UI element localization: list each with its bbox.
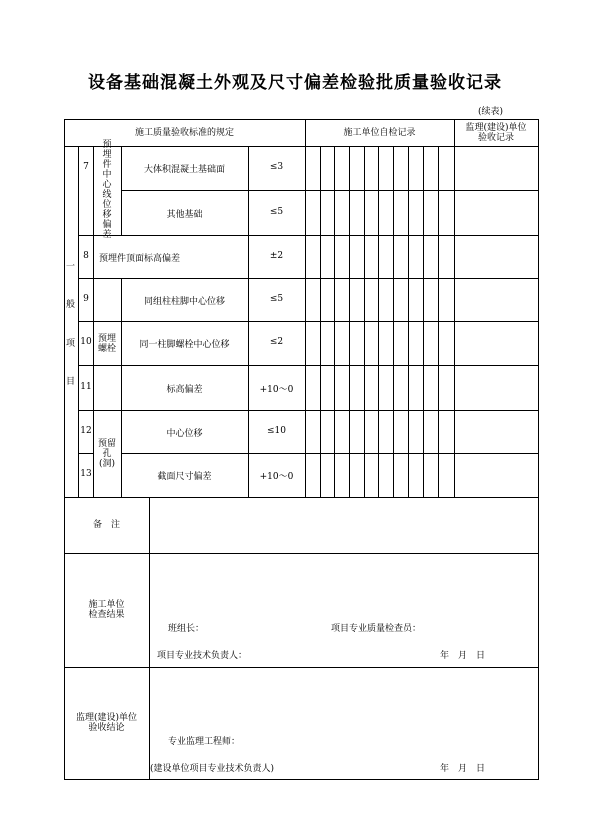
grid-line xyxy=(538,119,539,780)
row-item: 中心位移 xyxy=(166,428,203,439)
group-7-label xyxy=(93,140,121,240)
group-9-label xyxy=(93,278,121,410)
grid-line xyxy=(378,146,379,498)
grid-line xyxy=(364,146,365,498)
supervising-engineer-label: 专业监理工程师： xyxy=(168,737,241,747)
grid-line xyxy=(78,278,539,279)
row-number: 13 xyxy=(80,469,92,479)
row-item: 其他基础 xyxy=(166,209,203,220)
owner-tech-lead-label: (建设单位项目专业技术负责人) xyxy=(150,764,275,774)
row-tolerance: ≤10 xyxy=(267,425,286,436)
grid-line xyxy=(78,365,94,366)
grid-line xyxy=(149,497,150,780)
row-item: 同组柱柱脚中心位移 xyxy=(143,296,225,307)
grid-line xyxy=(64,779,539,780)
grid-line xyxy=(349,146,350,498)
construction-label-2: 检查结果 xyxy=(88,610,125,620)
row-number: 11 xyxy=(80,381,92,392)
qc-inspector-label: 项目专业质量检查员： xyxy=(331,624,422,634)
supervision-date: 年 月 日 xyxy=(440,764,486,774)
row-number: 7 xyxy=(83,162,89,172)
supervision-label-1: 监理(建设)单位 xyxy=(75,713,138,723)
header-self-check: 施工单位自检记录 xyxy=(343,127,416,138)
grid-line xyxy=(121,453,539,454)
row-item: 标高偏差 xyxy=(166,384,203,395)
row-tolerance: ≤2 xyxy=(269,337,284,347)
header-supervisor-line2: 验收记录 xyxy=(477,132,514,143)
category-char-1: 一 xyxy=(66,262,76,272)
row-item: 大体积混凝土基础面 xyxy=(143,165,225,175)
row-number: 10 xyxy=(80,337,92,347)
grid-line xyxy=(305,119,306,498)
row-tolerance: ≤3 xyxy=(269,162,284,172)
grid-line xyxy=(248,146,249,498)
group-7-text: 预埋件中心线位移偏差 xyxy=(102,140,112,240)
header-supervisor-line1: 监理(建设)单位 xyxy=(465,122,527,133)
grid-line xyxy=(78,453,94,454)
grid-line xyxy=(64,146,539,147)
header-supervisor xyxy=(454,119,538,146)
grid-line xyxy=(78,235,539,236)
category-char-3: 项 xyxy=(66,339,76,349)
grid-line xyxy=(423,146,424,498)
category-char-4: 目 xyxy=(66,377,76,387)
row-item: 同一柱脚螺栓中心位移 xyxy=(139,340,230,350)
grid-line xyxy=(408,146,409,498)
row-tolerance: ≤5 xyxy=(269,293,284,304)
row-number: 12 xyxy=(80,425,92,436)
row-number: 9 xyxy=(83,293,89,304)
group-12-label xyxy=(93,410,121,497)
supervision-label-2: 验收结论 xyxy=(88,723,125,733)
grid-line xyxy=(320,146,321,498)
grid-line xyxy=(454,119,455,498)
construction-label-1: 施工单位 xyxy=(88,600,125,610)
continued-label: (续表) xyxy=(478,107,504,117)
grid-line xyxy=(334,146,335,498)
header-standard: 施工质量验收标准的规定 xyxy=(134,127,234,138)
grid-line xyxy=(78,410,539,411)
grid-line xyxy=(93,365,539,366)
group-9-text: 预埋螺栓 xyxy=(97,334,116,354)
grid-line xyxy=(78,146,79,498)
grid-line xyxy=(121,190,539,191)
grid-line xyxy=(438,146,439,498)
grid-line xyxy=(393,146,394,498)
row-tolerance: +10～0 xyxy=(259,472,294,482)
row-tolerance: ±2 xyxy=(269,250,284,261)
tech-lead-label: 项目专业技术负责人： xyxy=(157,651,248,661)
team-leader-label: 班组长： xyxy=(168,624,205,634)
construction-label xyxy=(64,553,149,667)
construction-date: 年 月 日 xyxy=(440,651,486,661)
grid-line xyxy=(78,321,94,322)
page-title: 设备基础混凝土外观及尺寸偏差检验批质量验收记录 xyxy=(88,73,502,93)
row-item: 截面尺寸偏差 xyxy=(157,472,212,482)
supervision-label xyxy=(64,667,149,779)
row-tolerance: ≤5 xyxy=(269,206,284,217)
category-char-2: 般 xyxy=(66,300,76,310)
row-item: 预埋件顶面标高偏差 xyxy=(99,253,181,264)
grid-line xyxy=(93,321,539,322)
group-12-text: 预留孔(洞) xyxy=(97,438,116,469)
row-tolerance: +10～0 xyxy=(259,384,294,395)
remarks-label: 备 注 xyxy=(92,520,120,530)
row-number: 8 xyxy=(83,250,89,261)
